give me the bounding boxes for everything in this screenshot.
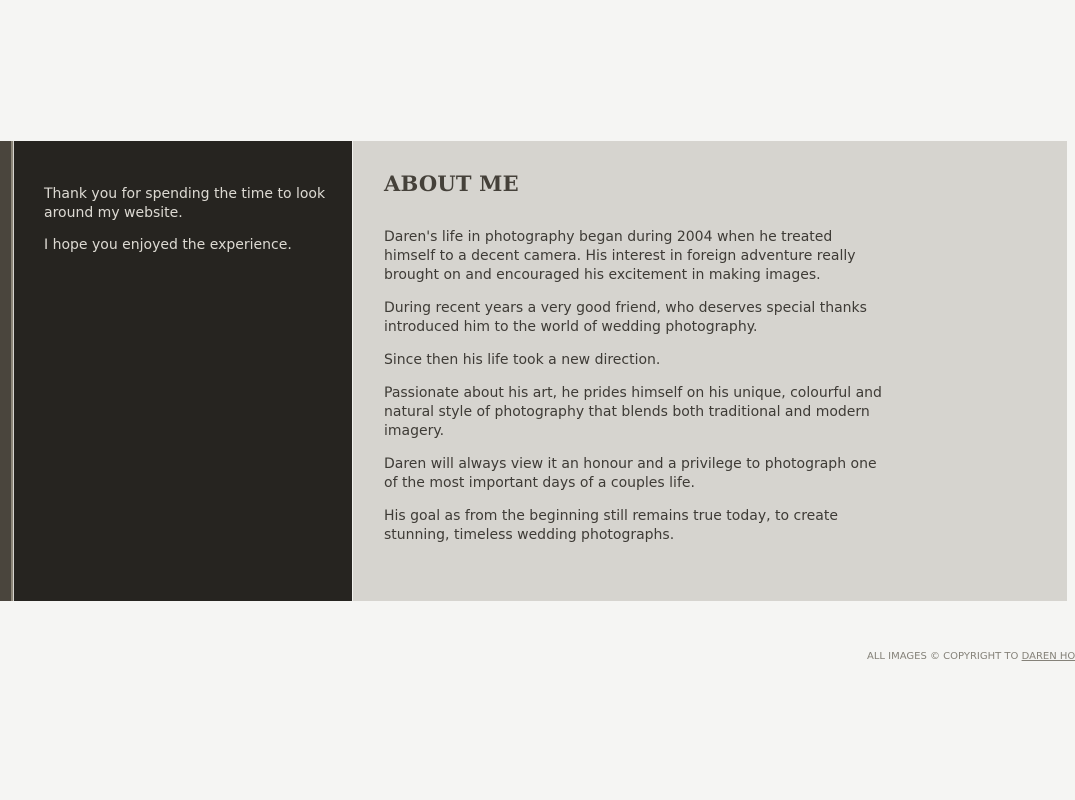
about-section xyxy=(384,171,884,559)
copyright-owner-link[interactable]: DAREN HO xyxy=(1021,651,1075,662)
about-paragraph: Daren's life in photography began during 2004 when he treated himself to a decent camera. His interest in foreign adventure really brought on and encouraged his excitement in making images. xyxy=(384,229,856,283)
about-paragraph: Since then his life took a new direction. xyxy=(384,352,661,368)
copyright-text: ALL IMAGES © COPYRIGHT TO xyxy=(867,651,1019,662)
about-paragraph: Daren will always view it an honour and a privilege to photograph one of the most important days of a couples life. xyxy=(384,456,877,491)
sidebar-divider xyxy=(352,141,353,601)
sidebar-message xyxy=(44,185,329,268)
about-paragraph: His goal as from the beginning still remains true today, to create stunning, timeless wedding photographs. xyxy=(384,508,838,543)
sidebar-thank-you-text: Thank you for spending the time to look around my website. xyxy=(44,186,326,221)
content-band xyxy=(0,141,1067,601)
about-paragraph: Passionate about his art, he prides himself on his unique, colourful and natural style of photography that blends both traditional and modern imagery. xyxy=(384,385,882,439)
about-paragraph: During recent years a very good friend, who deserves special thanks introduced him to the world of wedding photography. xyxy=(384,300,867,335)
sidebar-enjoy-text: I hope you enjoyed the experience. xyxy=(44,237,292,253)
page-title: ABOUT ME xyxy=(384,171,519,196)
left-edge-highlight xyxy=(11,141,13,601)
sidebar xyxy=(14,141,352,601)
footer-copyright xyxy=(867,650,1075,663)
